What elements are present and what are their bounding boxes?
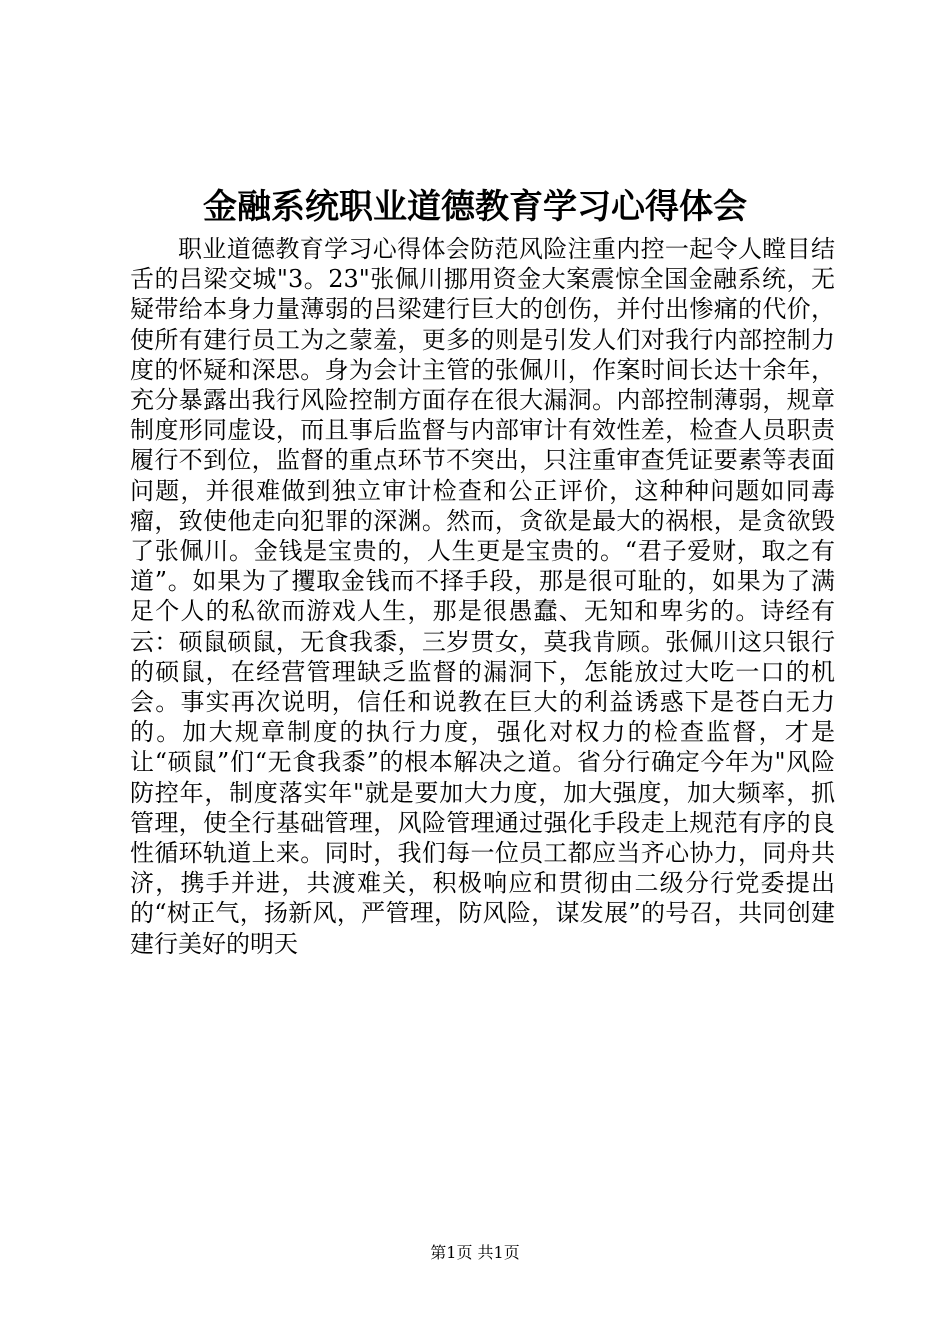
page-number-footer: 第1页 共1页 — [430, 1243, 520, 1262]
document-title: 金融系统职业道德教育学习心得体会 — [203, 187, 747, 227]
document-body-paragraph: 职业道德教育学习心得体会防范风险注重内控一起令人瞠目结舌的吕梁交城"3。23"张佩川挪用资金大案震惊全国金融系统，无疑带给本身力量薄弱的吕梁建行巨大的创伤，并付出惨痛的代价，使所有建行员工为之蒙羞，更多的则是引发人们对我行内部控制力度的怀疑和深思。身为会计主管的张佩川，作案时间长达十余年，充分暴露出我行风险控制方面存在很大漏洞。内部控制薄弱，规章制度形同虚设，而且事后监督与内部审计有效性差，检查人员职责履行不到位，监督的重点环节不突出，只注重审查凭证要素等表面问题，并很难做到独立审计检查和公正评价，这种种问题如同毒瘤，致使他走向犯罪的深渊。然而，贪欲是最大的祸根，是贪欲毁了张佩川。金钱是宝贵的，人生更是宝贵的。“君子爱财，取之有道”。如果为了攫取金钱而不择手段，那是很可耻的，如果为了满足个人的私欲而游戏人生，那是很愚蠢、无知和卑劣的。诗经有云：硕鼠硕鼠，无食我黍，三岁贯女，莫我肯顾。张佩川这只银行的硕鼠，在经营管理缺乏监督的漏洞下，怎能放过大吃一口的机会。事实再次说明，信任和说教在巨大的利益诱惑下是苍白无力的。加大规章制度的执行力度，强化对权力的检查监督，才是让“硕鼠”们“无食我黍”的根本解决之道。省分行确定今年为"风险防控年，制度落实年"就是要加大力度，加大强度，加大频率，抓管理，使全行基础管理，风险管理通过强化手段走上规范有序的良性循环轨道上来。同时，我们每一位员工都应当齐心协力，同舟共济，携手并进，共渡难关，积极响应和贯彻由二级分行党委提出的“树正气，扬新风，严管理，防风险，谋发展”的号召，共同创建建行美好的明天 — [130, 235, 835, 958]
